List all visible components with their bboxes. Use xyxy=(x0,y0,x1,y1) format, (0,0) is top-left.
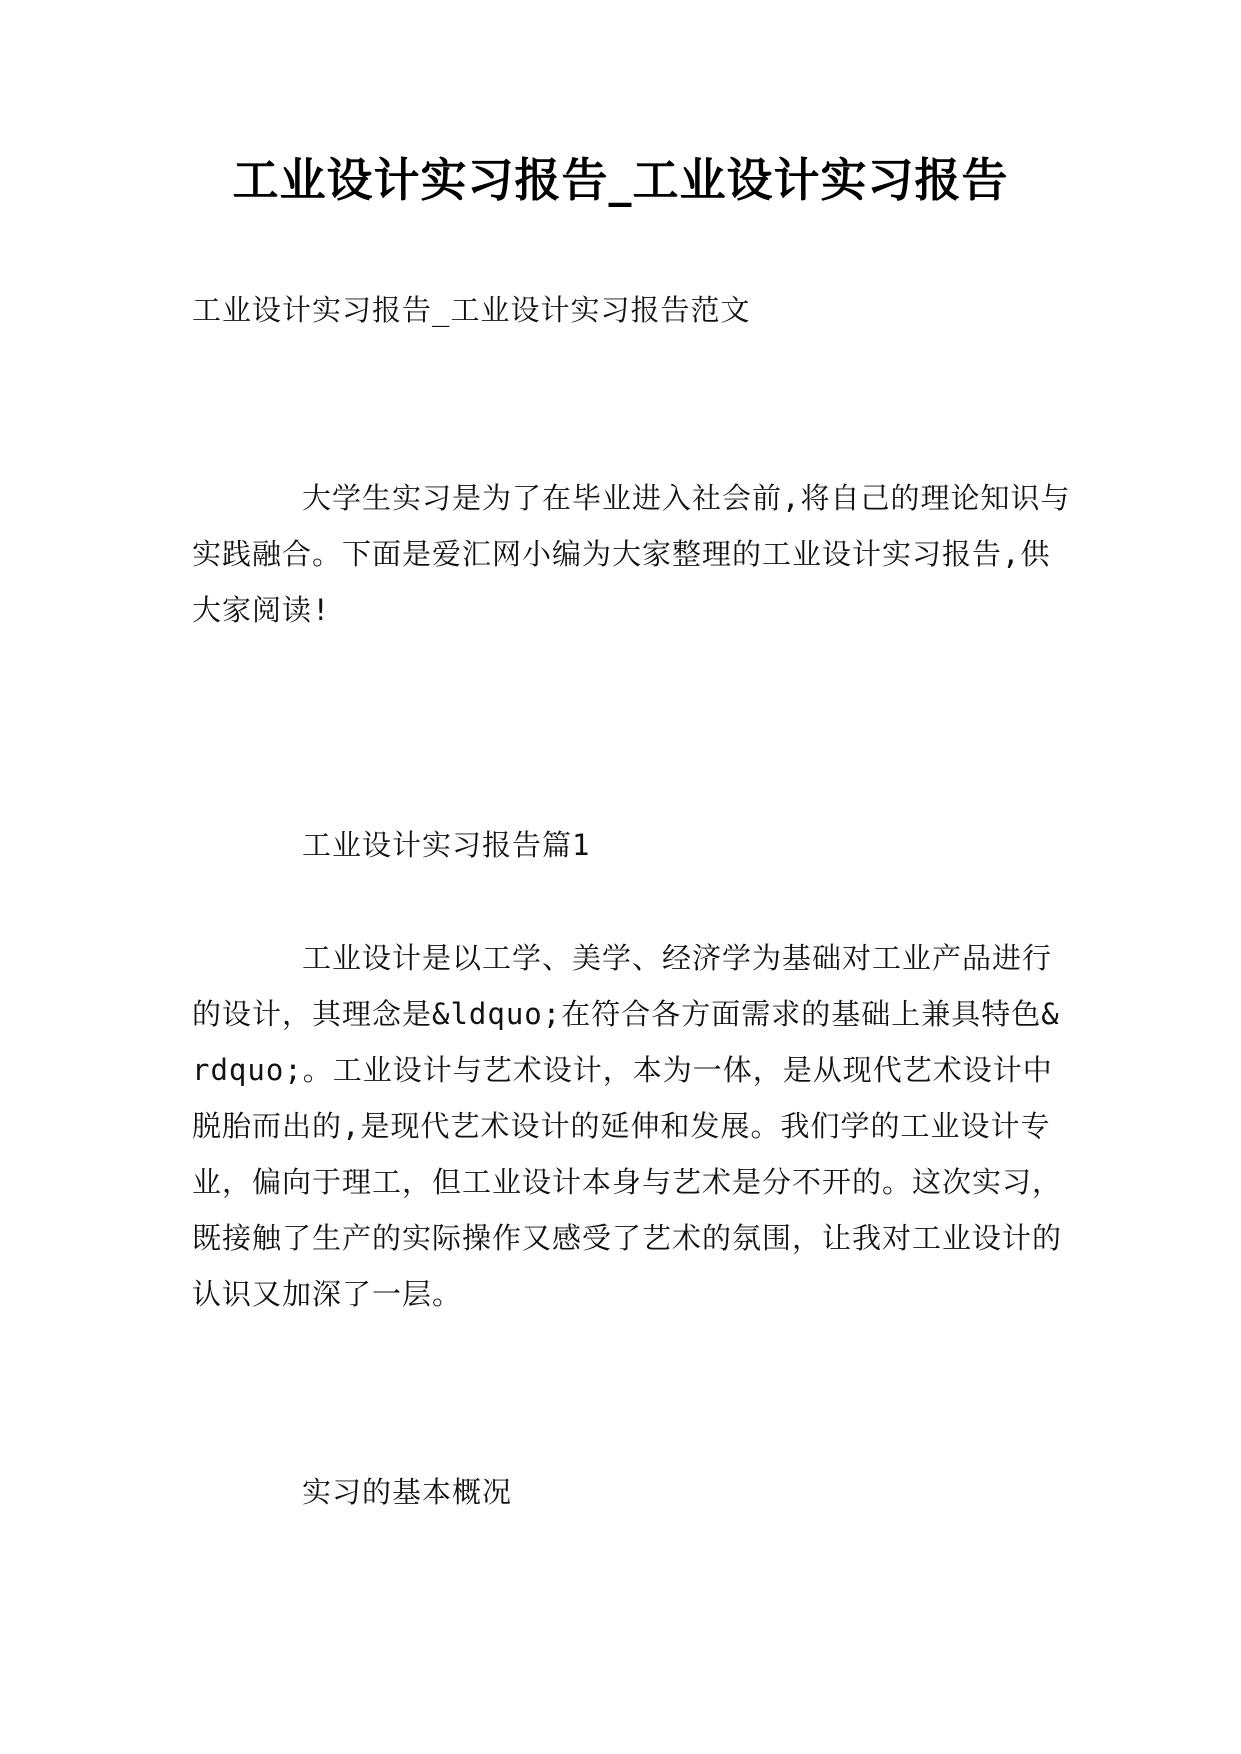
section-heading-2: 实习的基本概况 xyxy=(302,1475,513,1509)
section-1-paragraph: 工业设计是以工学、美学、经济学为基础对工业产品进行的设计，其理念是&ldquo;在符合各方面需求的基础上兼具特色&rdquo;。工业设计与艺术设计，本为一体，是从现代艺术设计中脱胎而出的,是现代艺术设计的延伸和发展。我们学的工业设计专业，偏向于理工，但工业设计本身与艺术是分不开的。这次实习，既接触了生产的实际操作又感受了艺术的氛围，让我对工业设计的认识又加深了一层。 xyxy=(192,941,1063,1311)
document-title: 工业设计实习报告_工业设计实习报告 xyxy=(232,153,1009,207)
document-subtitle: 工业设计实习报告_工业设计实习报告范文 xyxy=(192,293,751,327)
section-heading-1: 工业设计实习报告篇1 xyxy=(302,828,591,862)
intro-paragraph: 大学生实习是为了在毕业进入社会前,将自己的理论知识与实践融合。下面是爱汇网小编为大家整理的工业设计实习报告,供大家阅读! xyxy=(192,481,1071,627)
